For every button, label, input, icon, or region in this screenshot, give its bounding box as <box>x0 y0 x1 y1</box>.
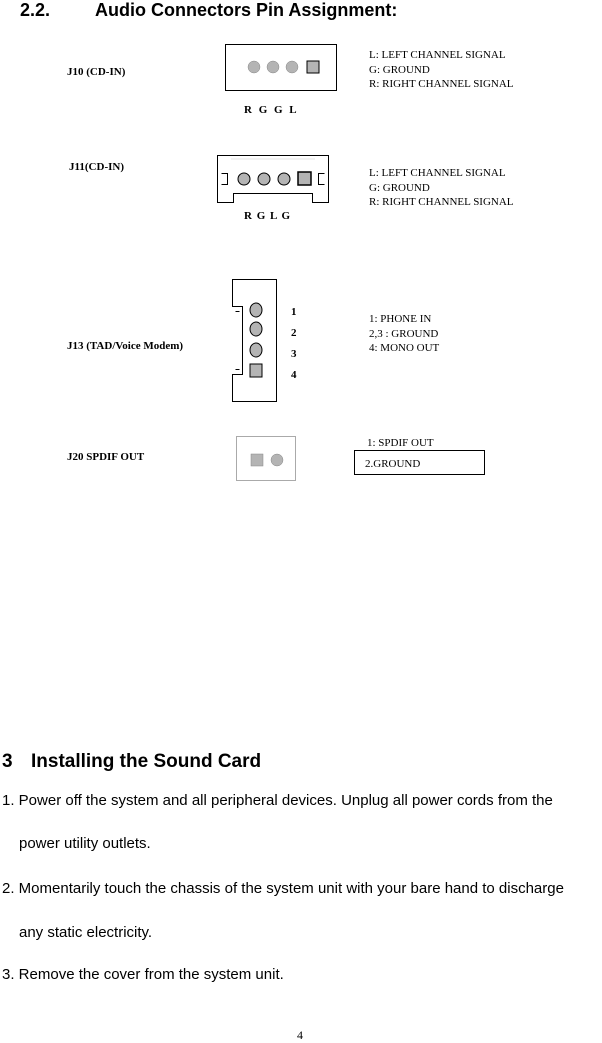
j11-description <box>369 166 514 210</box>
j13-pin-3 <box>250 343 262 357</box>
j10-pin-l <box>307 61 319 73</box>
j11-pin-r <box>238 173 250 185</box>
j11-connector-diagram <box>217 155 329 205</box>
j11-label: J11(CD-IN) <box>69 161 124 173</box>
section-title: Audio Connectors Pin Assignment: <box>95 0 398 20</box>
j20-desc-box <box>354 450 485 475</box>
j13-desc-line: 4: MONO OUT <box>369 342 440 354</box>
j10-connector-diagram <box>225 44 337 92</box>
install-step-2: 2. Momentarily touch the chassis of the system unit with your bare hand to discharge <box>2 880 564 897</box>
j10-desc-line: G: GROUND <box>369 63 430 76</box>
j13-description <box>369 312 439 356</box>
j20-connector-diagram <box>236 436 296 482</box>
install-section-title: Installing the Sound Card <box>31 751 262 772</box>
j10-description <box>369 48 514 92</box>
j10-desc-line: L: LEFT CHANNEL SIGNAL <box>369 49 506 61</box>
install-step-2-cont: any static electricity. <box>19 924 153 941</box>
install-step-1-cont: power utility outlets. <box>19 835 151 852</box>
j13-pin-numbers <box>291 302 297 386</box>
j10-pin-r <box>248 61 260 73</box>
install-step-3: 3. Remove the cover from the system unit. <box>2 966 284 983</box>
j10-pin-g1 <box>267 61 279 73</box>
j11-pin-g <box>258 173 270 185</box>
j13-pin-2 <box>250 322 262 336</box>
install-section-number: 3 <box>2 751 13 772</box>
j10-desc-line: R: RIGHT CHANNEL SIGNAL <box>369 78 514 90</box>
j10-pin-g2 <box>286 61 298 73</box>
j20-label: J20 SPDIF OUT <box>67 451 145 463</box>
j11-desc-line: R: RIGHT CHANNEL SIGNAL <box>369 196 514 208</box>
j10-pin-labels: R G G L <box>244 104 297 116</box>
j13-pin-number: 4 <box>291 369 297 381</box>
j13-pin-number: 2 <box>291 327 297 339</box>
j11-pin-labels: R G L G <box>244 210 291 222</box>
j13-pin-1 <box>250 303 262 317</box>
j13-pin-4 <box>250 364 262 377</box>
j13-label: J13 (TAD/Voice Modem) <box>67 340 184 352</box>
page-number: 4 <box>297 1028 303 1042</box>
install-step-1: 1. Power off the system and all peripheral devices. Unplug all power cords from the <box>2 792 553 809</box>
j20-desc-line: 2.GROUND <box>365 458 421 470</box>
j11-desc-line: G: GROUND <box>369 181 430 194</box>
j11-pin-l <box>278 173 290 185</box>
j13-pin-number: 3 <box>291 348 297 360</box>
j13-desc-line: 2,3 : GROUND <box>369 327 439 340</box>
j20-pin-1 <box>251 454 263 466</box>
j11-desc-line: L: LEFT CHANNEL SIGNAL <box>369 167 506 179</box>
j11-pin-g2 <box>298 172 311 185</box>
j20-pin-2 <box>271 454 283 466</box>
section-number: 2.2. <box>20 0 51 20</box>
j13-connector-diagram <box>232 279 277 403</box>
j10-label: J10 (CD-IN) <box>67 66 126 78</box>
j13-pin-number: 1 <box>291 306 297 318</box>
j13-desc-line: 1: PHONE IN <box>369 313 432 325</box>
j20-desc-line: 1: SPDIF OUT <box>367 437 434 449</box>
